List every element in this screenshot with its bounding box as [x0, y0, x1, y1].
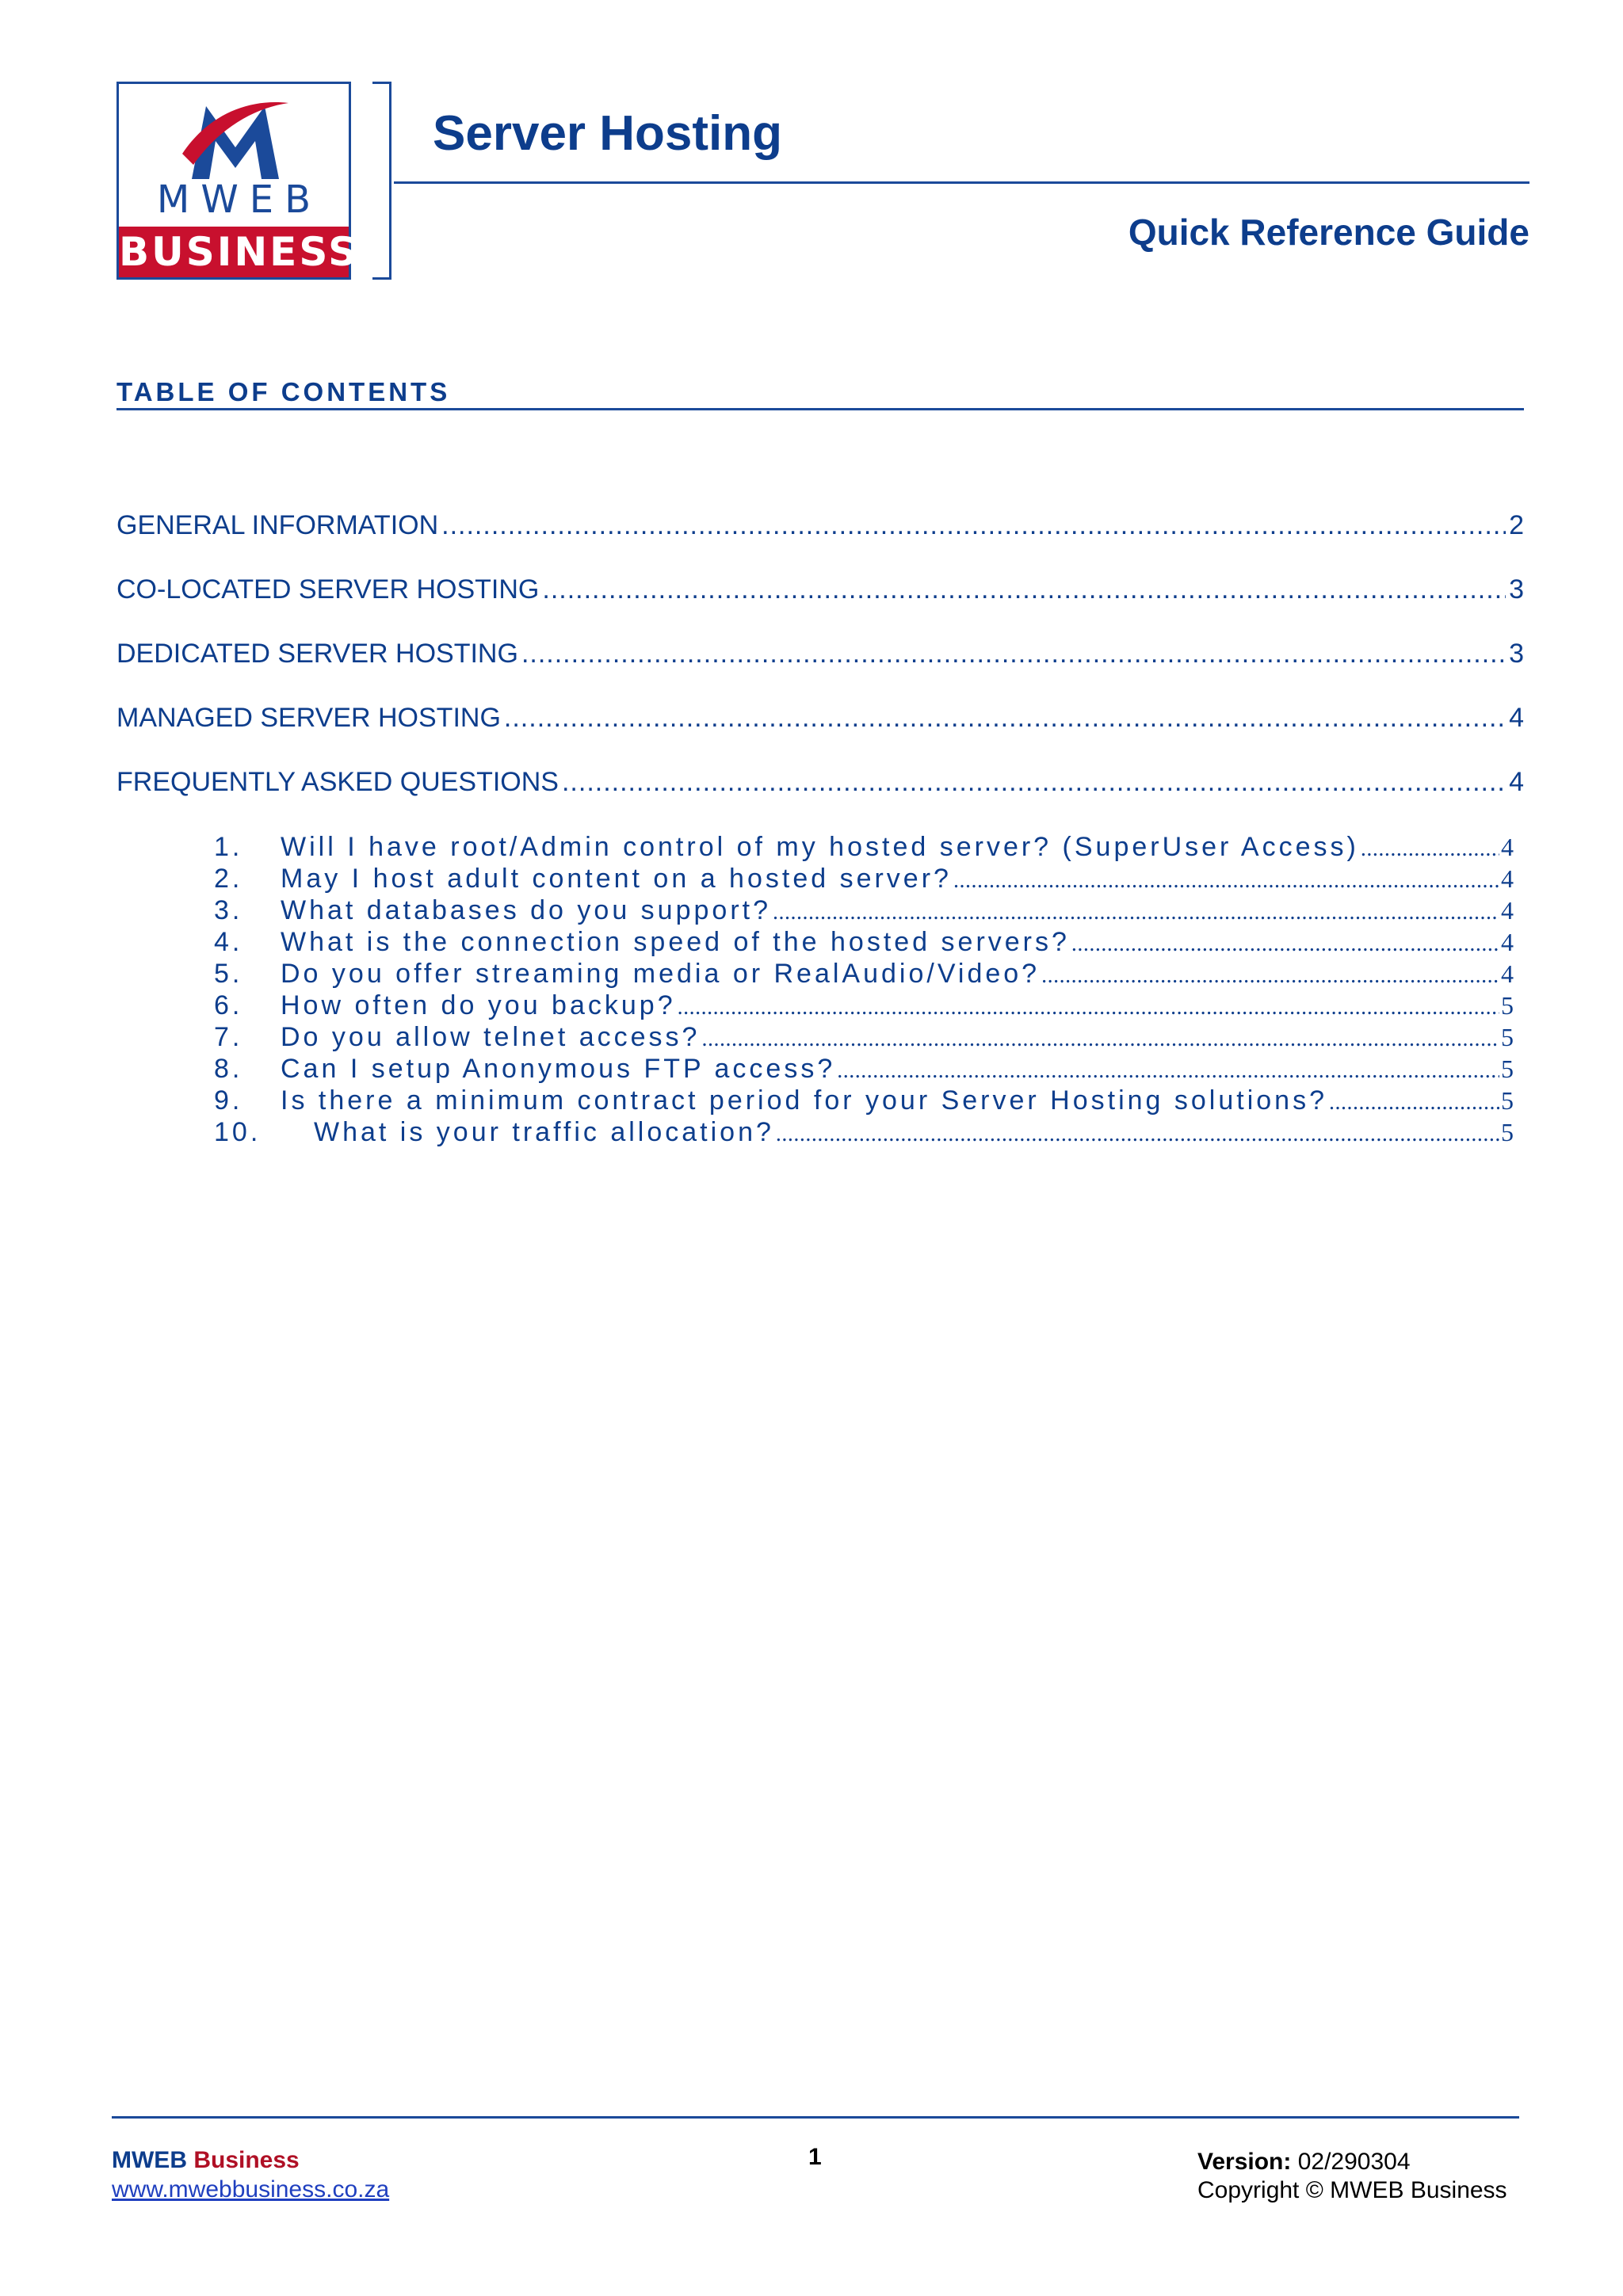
toc-entry-page: 3 — [1509, 639, 1524, 669]
logo-wordmark: MWEB — [156, 177, 323, 222]
toc-entry-label: CO-LOCATED SERVER HOSTING — [116, 574, 540, 605]
toc-leader — [678, 997, 1499, 1019]
faq-number: 7. — [214, 1022, 243, 1052]
footer-divider — [112, 2116, 1519, 2119]
toc-entry-page: 4 — [1509, 767, 1524, 797]
toc-leader — [953, 870, 1499, 892]
toc-leader — [837, 1060, 1499, 1082]
toc-leader — [1041, 965, 1499, 987]
faq-page: 5 — [1501, 991, 1514, 1020]
faq-label: Will I have root/Admin control of my hosted server? (SuperUser Access) — [281, 832, 1359, 862]
faq-number: 8. — [214, 1054, 243, 1084]
version-label: Version: — [1197, 2149, 1292, 2175]
faq-number: 2. — [214, 864, 243, 894]
toc-heading: TABLE OF CONTENTS — [116, 377, 451, 406]
toc-leader — [1329, 1092, 1499, 1114]
faq-page: 4 — [1501, 833, 1514, 861]
faq-page: 5 — [1501, 1023, 1514, 1051]
toc-entry-label: MANAGED SERVER HOSTING — [116, 703, 501, 733]
toc-leader — [521, 640, 1506, 667]
faq-toc-entry[interactable] — [214, 1119, 1514, 1146]
toc-entry-label: DEDICATED SERVER HOSTING — [116, 639, 518, 669]
toc-entry-page: 3 — [1509, 574, 1524, 605]
header-bracket — [372, 82, 391, 280]
toc-entry[interactable] — [116, 704, 1524, 731]
faq-toc-entry[interactable] — [214, 833, 1514, 860]
version-value: 02/290304 — [1297, 2149, 1411, 2175]
toc-leader — [1071, 933, 1499, 955]
faq-toc-entry[interactable] — [214, 1024, 1514, 1051]
faq-toc-entry[interactable] — [214, 1055, 1514, 1082]
faq-toc-entry[interactable] — [214, 1087, 1514, 1114]
footer-website-link[interactable]: www.mwebbusiness.co.za — [112, 2176, 390, 2203]
faq-label: Can I setup Anonymous FTP access? — [281, 1054, 836, 1084]
faq-label: What databases do you support? — [281, 895, 771, 925]
footer-version — [1197, 2150, 1411, 2174]
faq-toc-entry[interactable] — [214, 897, 1514, 924]
toc-leader — [504, 704, 1506, 731]
faq-label: May I host adult content on a hosted server? — [281, 864, 952, 894]
faq-label: Do you offer streaming media or RealAudio/Video? — [281, 959, 1041, 989]
toc-entry[interactable] — [116, 640, 1524, 667]
toc-leader — [701, 1028, 1499, 1051]
faq-page: 5 — [1501, 1086, 1514, 1115]
faq-page: 5 — [1501, 1055, 1514, 1083]
faq-page: 5 — [1501, 1118, 1514, 1146]
toc-heading-divider — [116, 408, 1524, 410]
faq-number: 9. — [214, 1085, 243, 1116]
toc-leader — [776, 1123, 1499, 1146]
faq-number: 3. — [214, 895, 243, 925]
faq-number: 5. — [214, 959, 243, 989]
faq-page: 4 — [1501, 864, 1514, 893]
logo-banner: BUSINESS — [119, 227, 349, 277]
toc-leader — [562, 769, 1506, 795]
faq-label: How often do you backup? — [281, 990, 676, 1020]
faq-page: 4 — [1501, 959, 1514, 988]
faq-toc-entry[interactable] — [214, 960, 1514, 987]
footer-company-name — [112, 2149, 300, 2172]
toc-leader — [1361, 838, 1499, 860]
page-subtitle: Quick Reference Guide — [1128, 212, 1529, 253]
toc-entry-label: GENERAL INFORMATION — [116, 510, 439, 540]
faq-number: 10. — [214, 1117, 262, 1147]
footer-company-first: MWEB — [112, 2147, 187, 2173]
faq-page: 4 — [1501, 896, 1514, 925]
footer-company-second: Business — [193, 2147, 300, 2173]
faq-label: What is the connection speed of the hosted servers? — [281, 927, 1070, 957]
mweb-business-logo — [116, 82, 360, 280]
toc-entry[interactable] — [116, 576, 1524, 603]
faq-label: What is your traffic allocation? — [314, 1117, 774, 1147]
toc-leader — [773, 902, 1499, 924]
title-divider — [394, 181, 1529, 184]
toc-entry[interactable] — [116, 769, 1524, 795]
faq-toc-entry[interactable] — [214, 992, 1514, 1019]
faq-label: Do you allow telnet access? — [281, 1022, 701, 1052]
faq-label: Is there a minimum contract period for your Server Hosting solutions? — [281, 1085, 1328, 1116]
toc-entry-label: FREQUENTLY ASKED QUESTIONS — [116, 767, 559, 797]
toc-entry[interactable] — [116, 512, 1524, 539]
toc-leader — [542, 576, 1506, 603]
page-title: Server Hosting — [433, 106, 783, 161]
faq-toc-entry[interactable] — [214, 929, 1514, 955]
toc-entry-page: 2 — [1509, 510, 1524, 540]
footer-copyright: Copyright © MWEB Business — [1197, 2177, 1507, 2203]
faq-page: 4 — [1501, 928, 1514, 956]
toc-leader — [441, 512, 1506, 539]
faq-number: 6. — [214, 990, 243, 1020]
mweb-m-logo-icon — [176, 92, 295, 187]
faq-number: 4. — [214, 927, 243, 957]
faq-number: 1. — [214, 832, 243, 862]
faq-toc-entry[interactable] — [214, 865, 1514, 892]
page-number: 1 — [808, 2144, 822, 2170]
toc-entry-page: 4 — [1509, 703, 1524, 733]
